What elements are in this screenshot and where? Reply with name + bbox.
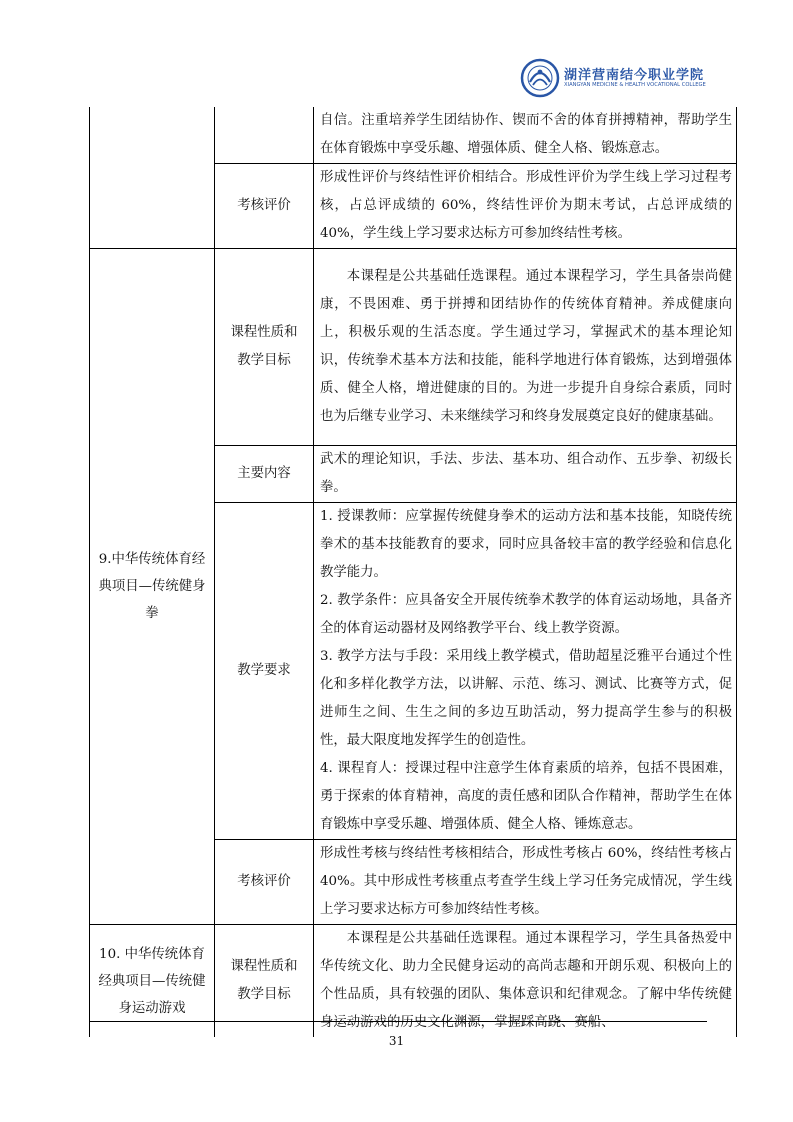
row-label-cell: 考核评价 — [215, 164, 314, 249]
page-bottom-rule — [89, 1021, 707, 1022]
assessment-text-cell: 形成性评价与终结性评价相结合。形成性评价为学生线上学习过程考核，占总评成绩的 60%，终结性评价为期末考试，占总评成绩的 40%，学生线上学习要求达标方可参加终结性考核。 — [314, 164, 737, 249]
course-name-cell: 9.中华传统体育经典项目—传统健身拳 — [90, 249, 215, 925]
page-number: 31 — [388, 1034, 405, 1048]
table-row — [90, 107, 737, 164]
table-row — [90, 249, 737, 446]
requirement-item: 3. 教学方法与手段：采用线上教学模式，借助超星泛雅平台通过个性化和多样化教学方法，以讲解、示范、练习、测试、比赛等方式，促进师生之间、生生之间的多边互助活动，努力提高学生参与的积极性，最大限度地发挥学生的创造性。 — [320, 649, 732, 748]
curriculum-table — [89, 107, 737, 1037]
content-text-cell: 武术的理论知识，手法、步法、基本功、组合动作、五步拳、初级长拳。 — [314, 446, 737, 503]
requirement-item: 1. 授课教师：应掌握传统健身拳术的运动方法和基本技能，知晓传统拳术的基本技能教育的要求，同时应具备较丰富的教学经验和信息化教学能力。 — [320, 509, 732, 580]
requirements-text-cell — [314, 503, 737, 840]
nature-text-cell: 本课程是公共基础任选课程。通过本课程学习，学生具备热爱中华传统文化、助力全民健身运动的高尚志趣和开朗乐观、积极向上的个性品质，具有较强的团队、集体意识和纪律观念。了解中华传统健身运动游戏的历史文化渊源，掌握踩高跷、赛船、 — [314, 925, 737, 1038]
requirement-item: 4. 课程育人：授课过程中注意学生体育素质的培养，包括不畏困难，勇于探索的体育精神，高度的责任感和团队合作精神，帮助学生在体育锻炼中享受乐趣、增强体质、健全人格、锤炼意志。 — [320, 761, 732, 832]
course-name-cell — [90, 107, 215, 249]
row-label-cell: 考核评价 — [215, 840, 314, 925]
row-label-cell: 课程性质和教学目标 — [215, 249, 314, 446]
assessment-text-cell: 形成性考核与终结性考核相结合，形成性考核占 60%，终结性考核占 40%。其中形成性考核重点考查学生线上学习任务完成情况，学生线上学习要求达标方可参加终结性考核。 — [314, 840, 737, 925]
row-label-cell: 主要内容 — [215, 446, 314, 503]
objective-tail-cell: 自信。注重培养学生团结协作、锲而不舍的体育拼搏精神，帮助学生在体育锻炼中享受乐趣、增强体质、健全人格、锻炼意志。 — [314, 107, 737, 164]
college-logo — [520, 58, 710, 104]
row-label-cell: 教学要求 — [215, 503, 314, 840]
nature-text-cell: 本课程是公共基础任选课程。通过本课程学习，学生具备崇尚健康，不畏困难、勇于拼搏和团结协作的传统体育精神。养成健康向上，积极乐观的生活态度。学生通过学习，掌握武术的基本理论知识，传统拳术基本方法和技能，能科学地进行体育锻炼，达到增强体质、健全人格，增进健康的目的。为进一步提升自身综合素质，同时也为后继专业学习、未来继续学习和终身发展奠定良好的健康基础。 — [314, 249, 737, 446]
college-name-en: XIANGYAN MEDICINE & HEALTH VOCATIONAL COLLEGE — [564, 82, 706, 88]
row-label-cell: 课程性质和教学目标 — [215, 925, 314, 1038]
college-name-cn: 湖洋营南结今职业学院 — [564, 68, 705, 83]
row-label-cell — [215, 107, 314, 164]
course-name-cell: 10. 中华传统体育经典项目—传统健身运动游戏 — [90, 925, 215, 1038]
college-emblem-icon — [520, 58, 560, 98]
requirement-item: 2. 教学条件：应具备安全开展传统拳术教学的体育运动场地，具备齐全的体育运动器材及网络教学平台、线上教学资源。 — [320, 593, 732, 636]
